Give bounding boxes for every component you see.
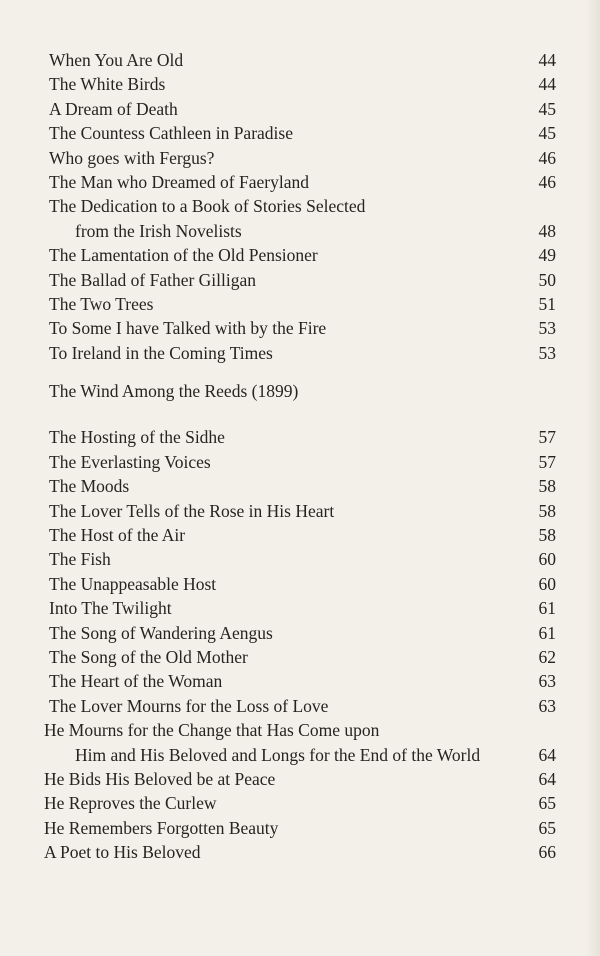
toc-entry-title: The Hosting of the Sidhe — [49, 427, 225, 448]
toc-entry-page: 46 — [538, 147, 556, 168]
toc-entry-title: The Man who Dreamed of Faeryland — [49, 171, 309, 192]
toc-entry — [0, 48, 600, 72]
toc-entry — [0, 840, 600, 864]
toc-entry-title: The Ballad of Father Gilligan — [49, 269, 257, 290]
toc-entry-title: Into The Twilight — [49, 598, 172, 619]
toc-entry-title: A Dream of Death — [49, 98, 178, 119]
toc-entry-page: 45 — [538, 123, 556, 144]
toc-entry — [0, 547, 600, 571]
toc-entry-page: 50 — [538, 269, 556, 290]
toc-entry — [0, 121, 600, 145]
toc-entry — [0, 72, 600, 96]
toc-entry — [0, 645, 600, 669]
toc-entry-title: The Lamentation of the Old Pensioner — [49, 245, 318, 266]
toc-entry — [0, 97, 600, 121]
toc-entry-page: 63 — [538, 671, 556, 692]
toc-entry-page: 61 — [538, 598, 556, 619]
toc-entry-page: 53 — [538, 342, 556, 363]
toc-entry-page: 62 — [538, 646, 556, 667]
toc-entry — [0, 572, 600, 596]
toc-entry-title: When You Are Old — [49, 50, 184, 70]
toc-entry — [0, 450, 600, 474]
toc-entry — [0, 523, 600, 547]
toc-entry — [0, 816, 600, 840]
toc-entry-title: The Heart of the Woman — [49, 671, 223, 692]
toc-entry-title: The Song of Wandering Aengus — [49, 622, 273, 643]
toc-entry-title: The Host of the Air — [49, 525, 186, 546]
toc-entry-page: 57 — [538, 451, 556, 472]
section-heading-text: The Wind Among the Reeds (1899) — [49, 381, 299, 402]
toc-entry-page: 46 — [538, 171, 556, 192]
toc-entry-title: The Two Trees — [49, 293, 154, 314]
toc-entry-page: 65 — [538, 793, 556, 814]
toc-entry-page: 66 — [538, 842, 556, 863]
toc-entry-title: He Reproves the Curlew — [44, 793, 217, 814]
toc-entry — [0, 146, 600, 170]
toc-entry — [0, 170, 600, 194]
section-spacer — [0, 403, 600, 425]
table-of-contents — [0, 48, 600, 865]
toc-entry — [0, 292, 600, 316]
toc-entry-title: To Some I have Talked with by the Fire — [49, 318, 327, 339]
toc-entry-title: He Bids His Beloved be at Peace — [44, 768, 276, 789]
toc-entry-title: The Everlasting Voices — [49, 451, 211, 472]
toc-entry-title: The Unappeasable Host — [49, 573, 217, 594]
toc-entry-page: 58 — [538, 476, 556, 497]
toc-entry-continuation — [0, 743, 600, 767]
toc-entry-page: 53 — [538, 318, 556, 339]
toc-entry-page: 60 — [538, 549, 556, 570]
toc-entry — [0, 425, 600, 449]
toc-entry — [0, 268, 600, 292]
toc-entry-title: The Fish — [49, 549, 111, 570]
toc-entry — [0, 718, 600, 742]
toc-entry-title: He Mourns for the Change that Has Come upon — [44, 720, 380, 741]
toc-entry — [0, 499, 600, 523]
section-spacer — [0, 365, 600, 379]
toc-entry — [0, 694, 600, 718]
toc-entry-continuation — [0, 219, 600, 243]
toc-entry-title: The Lover Mourns for the Loss of Love — [49, 695, 329, 716]
toc-entry-title-continued: from the Irish Novelists — [75, 220, 242, 241]
toc-entry-title: A Poet to His Beloved — [44, 842, 201, 863]
toc-entry — [0, 621, 600, 645]
toc-entry-title: The White Birds — [49, 74, 166, 95]
toc-entry-page: 58 — [538, 525, 556, 546]
toc-entry-page: 49 — [538, 245, 556, 266]
section-heading — [0, 379, 600, 403]
toc-entry-page: 44 — [538, 50, 556, 70]
toc-entry-page: 60 — [538, 573, 556, 594]
toc-entry — [0, 596, 600, 620]
toc-entry — [0, 767, 600, 791]
toc-entry-page: 63 — [538, 695, 556, 716]
toc-entry-page: 45 — [538, 98, 556, 119]
toc-entry-page: 51 — [538, 293, 556, 314]
toc-entry-page: 64 — [538, 744, 556, 765]
toc-entry-title: To Ireland in the Coming Times — [49, 342, 273, 363]
toc-entry — [0, 341, 600, 365]
toc-entry-page: 64 — [538, 768, 556, 789]
toc-entry-title: The Lover Tells of the Rose in His Heart — [49, 500, 335, 521]
toc-entry — [0, 474, 600, 498]
toc-entry-page: 65 — [538, 817, 556, 838]
toc-entry-title: The Dedication to a Book of Stories Selected — [49, 196, 366, 217]
toc-entry-title: Who goes with Fergus? — [49, 147, 215, 168]
toc-entry — [0, 194, 600, 218]
toc-entry-title-continued: Him and His Beloved and Longs for the End of the World — [75, 744, 481, 765]
toc-entry-title: The Song of the Old Mother — [49, 646, 248, 667]
toc-entry-title: The Moods — [49, 476, 130, 497]
toc-entry — [0, 669, 600, 693]
toc-entry-page: 61 — [538, 622, 556, 643]
toc-entry-title: The Countess Cathleen in Paradise — [49, 123, 293, 144]
toc-entry — [0, 791, 600, 815]
toc-entry-page: 57 — [538, 427, 556, 448]
toc-entry-page: 58 — [538, 500, 556, 521]
toc-entry — [0, 316, 600, 340]
toc-entry-page: 44 — [538, 74, 556, 95]
toc-entry-page: 48 — [538, 220, 556, 241]
toc-entry — [0, 243, 600, 267]
toc-entry-title: He Remembers Forgotten Beauty — [44, 817, 279, 838]
